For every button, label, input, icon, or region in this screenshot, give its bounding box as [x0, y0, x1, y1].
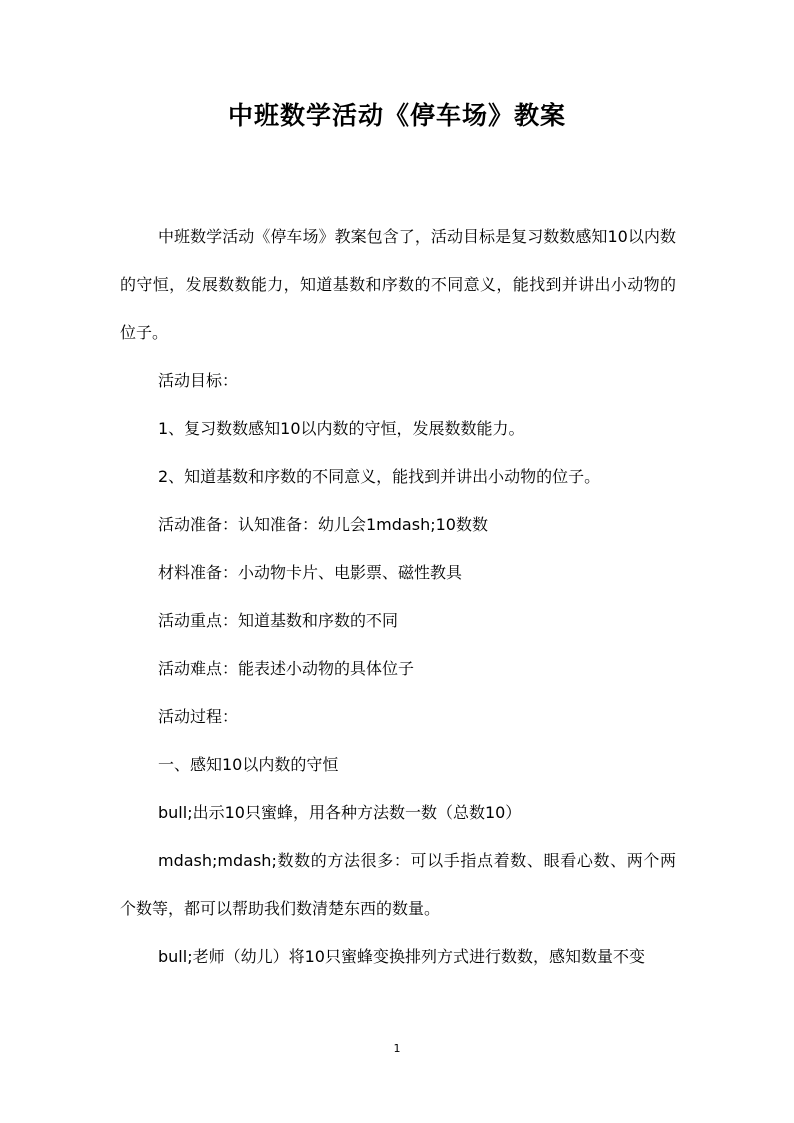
- objective-2: 2、知道基数和序数的不同意义，能找到并讲出小动物的位子。: [158, 467, 601, 486]
- document-body: [120, 213, 676, 981]
- material-preparation: 材料准备：小动物卡片、电影票、磁性教具: [158, 563, 463, 582]
- intro-paragraph: 中班数学活动《停车场》教案包含了，活动目标是复习数数感知10以内数的守恒，发展数数能力，知道基数和序数的不同意义，能找到并讲出小动物的位子。: [120, 227, 676, 342]
- page-number: 1: [393, 1042, 401, 1055]
- difficulty-point: 活动难点：能表述小动物的具体位子: [158, 659, 415, 678]
- counting-methods-note: mdash;mdash;数数的方法很多：可以手指点着数、眼看心数、两个两个数等，都可以帮助我们数清楚东西的数量。: [120, 851, 676, 918]
- key-point: 活动重点：知道基数和序数的不同: [158, 611, 399, 630]
- document-title: 中班数学活动《停车场》教案: [227, 101, 566, 130]
- cognitive-preparation: 活动准备：认知准备：幼儿会1mdash;10数数: [158, 515, 488, 534]
- step-show-bees: bull;出示10只蜜蜂，用各种方法数一数（总数10）: [158, 803, 522, 822]
- section-1-heading: 一、感知10以内数的守恒: [158, 755, 339, 774]
- objective-1: 1、复习数数感知10以内数的守恒，发展数数能力。: [158, 419, 525, 438]
- process-heading: 活动过程：: [158, 707, 239, 726]
- objectives-heading: 活动目标：: [158, 371, 239, 390]
- step-rearrange-bees: bull;老师（幼儿）将10只蜜蜂变换排列方式进行数数，感知数量不变: [158, 947, 645, 966]
